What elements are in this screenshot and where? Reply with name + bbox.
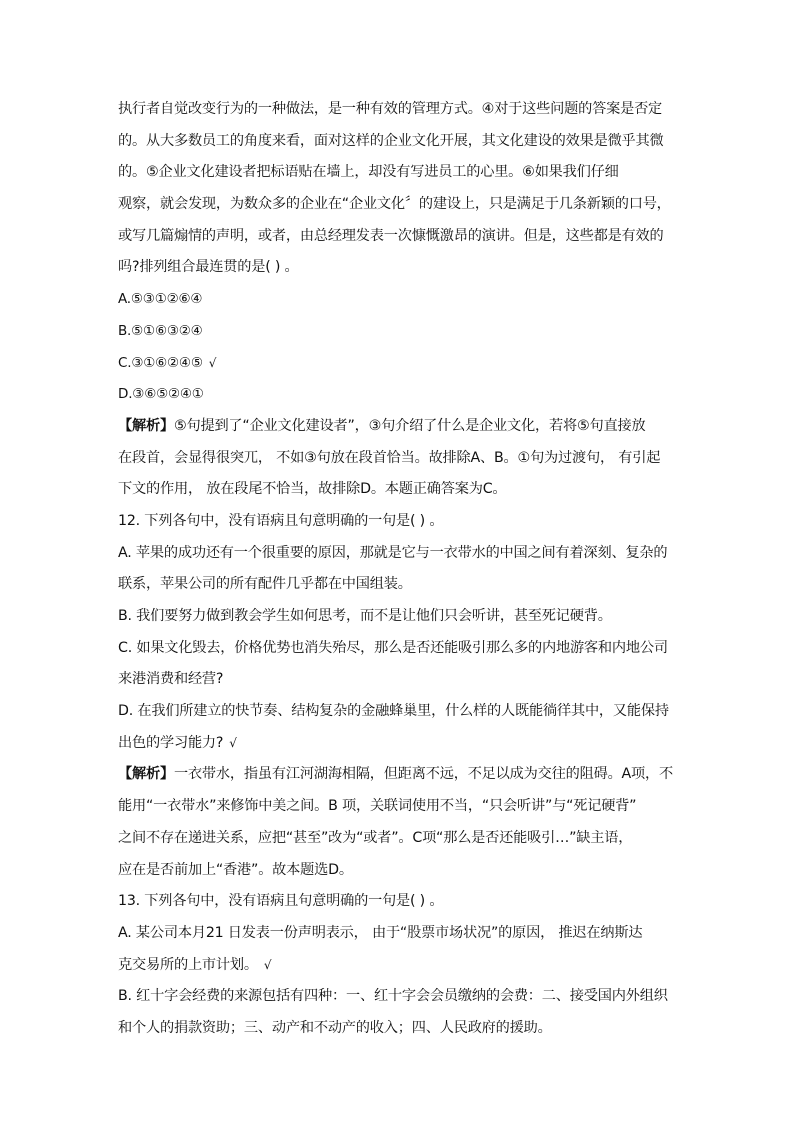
analysis-line: 能用“一衣带水”来修饰中美之间。B 项，关联词使用不当，“只会听讲”与“死记硬背” bbox=[118, 798, 637, 815]
check-mark-icon: √ bbox=[208, 355, 217, 370]
analysis-line: 下文的作用， 放在段尾不恰当，故排除D。本题正确答案为C。 bbox=[118, 481, 507, 498]
question-13 bbox=[118, 886, 688, 1044]
passage-line: 的。⑤企业文化建设者把标语贴在墙上，却没有写进员工的心里。⑥如果我们仔细 bbox=[118, 164, 619, 181]
passage-line: 观察，就会发现，为数众多的企业在“企业文化〞的建设上，只是满足于几条新颖的口号， bbox=[118, 196, 671, 213]
q12-option-c: C. 如果文化毁去，价格优势也消失殆尽，那么是否还能吸引那么多的内地游客和内地公司 bbox=[118, 639, 668, 656]
analysis-text: ⑤句提到了“企业文化建设者”，③句介绍了什么是企业文化，若将⑤句直接放 bbox=[173, 417, 646, 434]
q13-option-a: A. 某公司本月21 日发表一份声明表示， 由于“股票市场状况”的原因， 推迟在纳斯达 bbox=[118, 924, 643, 941]
option-label: A.⑤③①②⑥④ bbox=[118, 291, 203, 308]
document-page bbox=[118, 94, 688, 1045]
q12-option-a-cont: 联系，苹果公司的所有配件几乎都在中国组装。 bbox=[118, 576, 412, 593]
q11-option-d bbox=[118, 379, 688, 411]
q11-option-a bbox=[118, 284, 688, 316]
question-12 bbox=[118, 506, 688, 886]
analysis-line: 之间不存在递进关系，应把“甚至”改为“或者”。C项“那么是否还能吸引…”缺主语， bbox=[118, 829, 633, 846]
analysis-text: 一衣带水，指虽有江河湖海相隔，但距离不远，不足以成为交往的阻碍。A项，不 bbox=[173, 766, 674, 783]
q12-option-b: B. 我们要努力做到教会学生如何思考，而不是让他们只会听讲，甚至死记硬背。 bbox=[118, 608, 612, 624]
passage-line: 的。从大多数员工的角度来看，面对这样的企业文化开展，其文化建设的效果是微乎其微 bbox=[118, 132, 664, 149]
passage-line: 执行者自觉改变行为的一种做法，是一种有效的管理方式。④对于这些问题的答案是否定 bbox=[118, 101, 663, 117]
q12-option-c-cont: 来港消费和经营? bbox=[118, 671, 224, 688]
option-text: 出色的学习能力? bbox=[118, 734, 224, 751]
analysis-tag: 【解析】 bbox=[118, 766, 174, 783]
analysis-tag: 【解析】 bbox=[118, 417, 174, 434]
analysis-line: 在段首，会显得很突兀， 不如③句放在段首恰当。故排除A、B。①句为过渡句， 有引起 bbox=[118, 449, 661, 466]
question-stem: 12. 下列各句中，没有语病且句意明确的一句是( ) 。 bbox=[118, 512, 444, 529]
analysis-line bbox=[118, 411, 688, 443]
q11-option-b bbox=[118, 316, 688, 348]
q13-option-a-cont bbox=[118, 950, 688, 982]
check-mark-icon: √ bbox=[263, 957, 272, 972]
option-label: C.③①⑥②④⑤ bbox=[118, 354, 203, 371]
option-label: B.⑤①⑥③②④ bbox=[118, 322, 203, 339]
passage-line: 吗?排列组合最连贯的是( ) 。 bbox=[118, 259, 299, 276]
option-text: 克交易所的上市计划。 bbox=[118, 956, 258, 973]
check-mark-icon: √ bbox=[229, 735, 237, 750]
q13-option-b-cont: 和个人的捐款资助；三、动产和不动产的收入；四、人民政府的援助。 bbox=[118, 1019, 552, 1036]
q12-option-d: D. 在我们所建立的快节奏、结构复杂的金融蜂巢里，什么样的人既能徜徉其中，又能保持 bbox=[118, 703, 669, 720]
analysis-line bbox=[118, 759, 688, 791]
passage-line: 或写几篇煽情的声明，或者，由总经理发表一次慷慨激昂的演讲。但是，这些都是有效的 bbox=[118, 227, 664, 244]
q12-option-a: A. 苹果的成功还有一个很重要的原因，那就是它与一衣带水的中国之间有着深刻、复杂的 bbox=[118, 544, 668, 561]
analysis-line: 应在是否前加上“香港”。故本题选D。 bbox=[118, 861, 353, 878]
q11-option-c bbox=[118, 348, 688, 380]
option-label: D.③⑥⑤②④① bbox=[118, 386, 204, 403]
q11-analysis bbox=[118, 411, 688, 506]
q11-options bbox=[118, 284, 688, 411]
q13-option-b: B. 红十字会经费的来源包括有四种：一、红十字会会员缴纳的会费：二、接受国内外组织 bbox=[118, 988, 668, 1005]
passage bbox=[118, 94, 688, 284]
q12-option-d-cont bbox=[118, 728, 688, 760]
question-stem: 13. 下列各句中，没有语病且句意明确的一句是( ) 。 bbox=[118, 893, 444, 910]
